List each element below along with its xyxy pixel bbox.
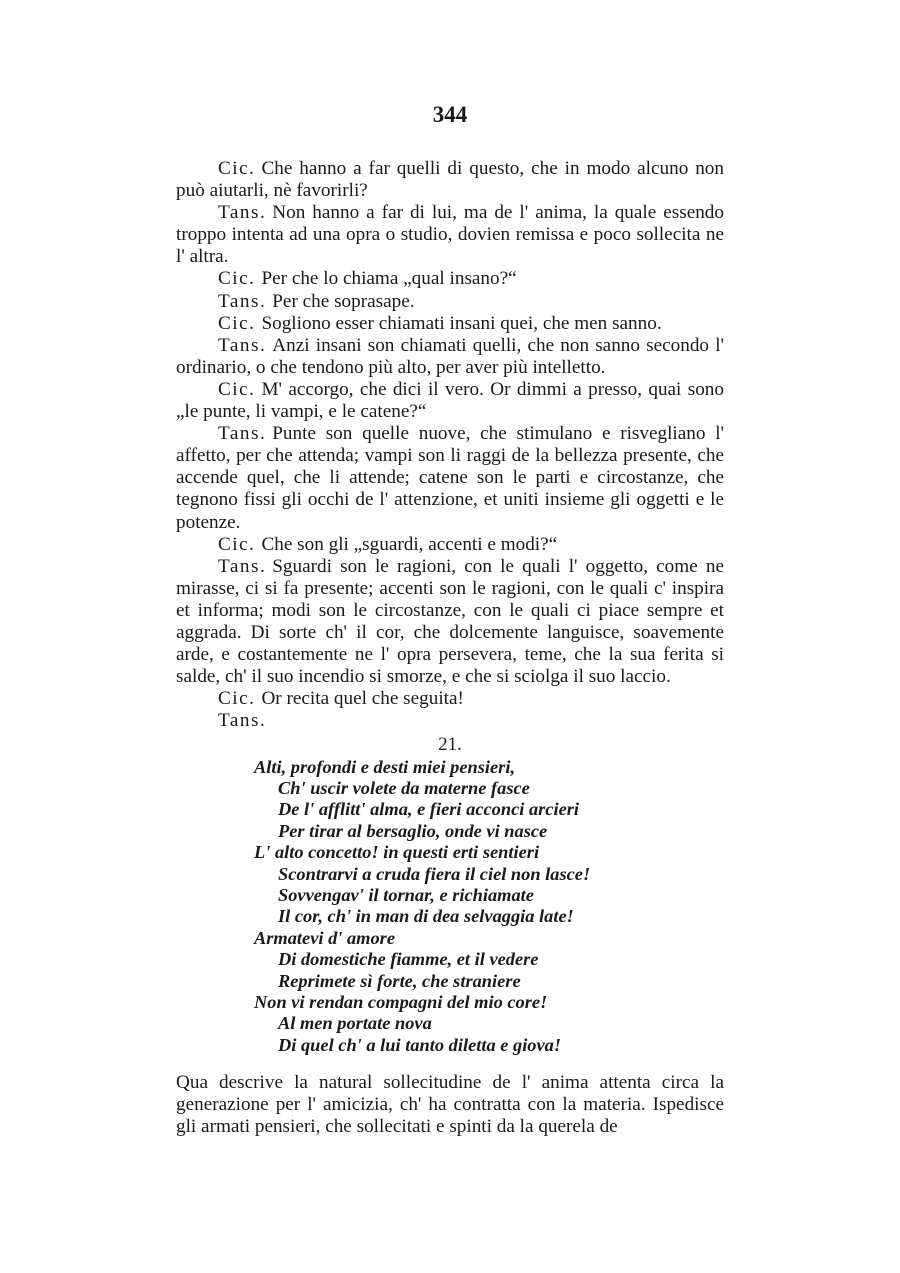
dialogue-paragraph (176, 291, 724, 313)
speaker-label: Cic. (218, 533, 256, 555)
speaker-label: Tans. (218, 423, 267, 445)
poem-line: Armatevi d' amore (254, 927, 395, 948)
dialogue-line: Punte son quelle nuove, che stimulano e risvegliano l' affetto, per che attenda; vampi son li raggi de la bellezza presente, che accende quel, che li attende; catene son le parti e circostanze, che tegnono fissi gli occhi de l' attenzione, et uniti insieme gli oggetti e le potenze. (176, 423, 724, 533)
dialogue-paragraph (176, 423, 724, 533)
dialogue-line: Che son gli „sguardi, accenti e modi?“ (261, 533, 558, 555)
poem-line: Per tirar al bersaglio, onde vi nasce (278, 820, 548, 841)
dialogue-paragraph (176, 379, 724, 423)
dialogue-line: Sogliono esser chiamati insani quei, che men sanno. (261, 312, 662, 334)
poem-number: 21. (438, 734, 462, 756)
poem-line: Il cor, ch' in man di dea selvaggia late! (278, 906, 574, 927)
speaker-label: Tans. (218, 334, 267, 356)
poem-line: Di domestiche fiamme, et il vedere (278, 949, 539, 970)
speaker-label: Tans. (218, 290, 267, 312)
dialogue-paragraph (176, 710, 724, 732)
dialogue-line: Per che lo chiama „qual insano?“ (261, 268, 517, 290)
poem-line: Scontrarvi a cruda fiera il ciel non lasce! (278, 863, 591, 884)
poem-line: L' alto concetto! in questi erti sentieri (254, 842, 540, 863)
commentary-paragraph: Qua descrive la natural sollecitudine de l' anima attenta circa la generazione per l' amicizia, ch' ha contratta con la materia. Ispedisce gli armati pensieri, che sollecitati e spinti da la querela de (176, 1072, 724, 1138)
dialogue-line: Non hanno a far di lui, ma de l' anima, la quale essendo troppo intenta ad una opra o studio, dovien remissa e poco sollecita ne l' altra. (176, 202, 724, 268)
dialogue-paragraph (176, 534, 724, 556)
dialogue-line: Or recita quel che seguita! (261, 688, 464, 710)
poem-line: Ch' uscir volete da materne fasce (278, 777, 530, 798)
speaker-label: Tans. (218, 555, 267, 577)
speaker-label: Cic. (218, 378, 256, 400)
poem-line: De l' afflitt' alma, e fieri acconci arcieri (278, 799, 580, 820)
dialogue-line: M' accorgo, che dici il vero. Or dimmi a presso, quai sono „le punte, li vampi, e le catene?“ (176, 378, 724, 423)
dialogue-text (176, 158, 724, 1056)
poem (176, 757, 724, 1057)
dialogue-paragraph (176, 313, 724, 335)
speaker-label: Cic. (218, 268, 256, 290)
speaker-label: Tans. (218, 710, 267, 732)
speaker-label: Cic. (218, 312, 256, 334)
dialogue-line: Sguardi son le ragioni, con le quali l' oggetto, come ne mirasse, ci si fa presente; accenti son le ragioni, con le quali c' inspira et informa; modi son le circostanze, con le quali ci piace sempre et aggrada. Di sorte ch' il cor, che dolcemente languisce, soavemente arde, e costantemente ne l' opra persevera, teme, che la sua ferita si salde, ch' il suo incendio si smorze, e che si sciolga il suo laccio. (176, 555, 724, 688)
page-number: 344 (432, 102, 468, 127)
poem-line: Alti, profondi e desti miei pensieri, (254, 756, 516, 777)
poem-line: Di quel ch' a lui tanto diletta e giova! (278, 1034, 562, 1055)
poem-line: Al men portate nova (278, 1013, 432, 1034)
dialogue-paragraph (176, 158, 724, 202)
dialogue-line: Per che soprasape. (272, 290, 415, 312)
dialogue-paragraph (176, 202, 724, 268)
poem-line: Non vi rendan compagni del mio core! (254, 992, 548, 1012)
speaker-label: Tans. (218, 202, 267, 224)
poem-line: Reprimete sì forte, che straniere (278, 970, 521, 991)
dialogue-paragraph (176, 688, 724, 710)
speaker-label: Cic. (218, 688, 256, 710)
poem-line: Sovvengav' il tornar, e richiamate (278, 884, 534, 905)
dialogue-line: Anzi insani son chiamati quelli, che non sanno secondo l' ordinario, o che tendono più alto, per aver più intelletto. (176, 334, 724, 378)
dialogue-paragraph (176, 335, 724, 379)
dialogue-paragraph (176, 556, 724, 689)
dialogue-line: Che hanno a far quelli di questo, che in modo alcuno non può aiutarli, nè favorirli? (176, 158, 724, 202)
dialogue-paragraph (176, 268, 724, 290)
speaker-label: Cic. (218, 158, 256, 179)
